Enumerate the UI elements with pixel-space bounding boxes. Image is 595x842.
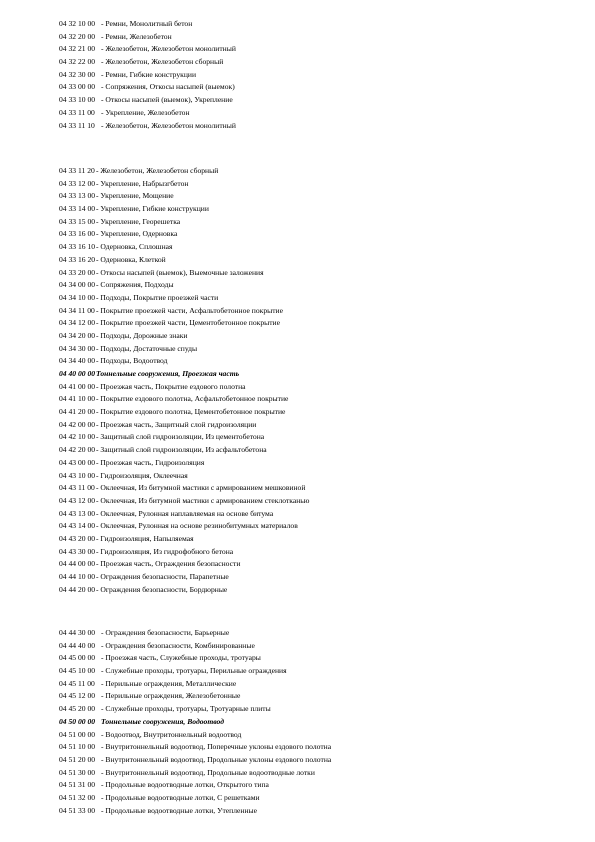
- item-description: - Служебные проходы, тротуары, Тротуарные плиты: [101, 704, 271, 714]
- item-description: - Подходы, Дорожные знаки: [96, 330, 188, 340]
- classification-code: 04 41 10 00: [59, 394, 96, 404]
- classification-code: 04 34 12 00: [59, 318, 96, 328]
- item-description: - Покрытие проезжей части, Асфальтобетонное покрытие: [96, 305, 283, 315]
- list-item: [0, 107, 595, 120]
- classification-code: 04 43 12 00: [59, 495, 96, 505]
- classification-code: 04 33 16 00: [59, 229, 96, 239]
- item-description: - Сопряжения, Откосы насыпей (выемок): [101, 82, 235, 92]
- list-item: [0, 120, 595, 133]
- item-description: - Защитный слой гидроизоляции, Из асфальтобетона: [96, 445, 267, 455]
- classification-code: 04 33 13 00: [59, 191, 96, 201]
- item-description: - Перильные ограждения, Металлические: [101, 678, 237, 688]
- item-description: - Железобетон, Железобетон монолитный: [101, 44, 236, 54]
- classification-code: 04 42 20 00: [59, 445, 96, 455]
- item-description: - Откосы насыпей (выемок), Выемочные заложения: [96, 267, 264, 277]
- list-item: [0, 94, 595, 107]
- list-item: [0, 228, 595, 241]
- item-description: - Проезжая часть, Служебные проходы, тротуары: [101, 653, 261, 663]
- list-item: [0, 330, 595, 343]
- list-item: [0, 520, 595, 533]
- list-item: [0, 457, 595, 470]
- classification-code: 04 51 32 00: [59, 792, 96, 802]
- list-item: [0, 241, 595, 254]
- classification-code: 04 51 20 00: [59, 754, 96, 764]
- classification-code: 04 41 20 00: [59, 407, 96, 417]
- classification-code: 04 43 11 00: [59, 483, 95, 493]
- list-item: [0, 690, 595, 703]
- classification-code: 04 41 00 00: [59, 381, 96, 391]
- item-description: - Укрепление, Георешетка: [96, 216, 181, 226]
- list-item: [0, 406, 595, 419]
- classification-code: 04 44 10 00: [59, 572, 96, 581]
- list-item: [0, 444, 595, 457]
- classification-code: 04 44 00 00: [59, 559, 96, 569]
- item-description: - Подходы, Достаточные спуды: [96, 343, 198, 353]
- item-description: - Проезжая часть, Ограждения безопасности: [96, 559, 241, 569]
- item-description: - Служебные проходы, тротуары, Перильные ограждения: [101, 666, 287, 676]
- classification-code: 04 32 21 00: [59, 44, 96, 54]
- list-item: [0, 431, 595, 444]
- item-description: - Проезжая часть, Покрытие ездового полотна: [96, 381, 246, 391]
- item-description: - Подходы, Покрытие проезжей части: [96, 292, 219, 302]
- classification-code: 04 44 20 00: [59, 584, 96, 594]
- classification-code: 04 33 11 10: [59, 120, 95, 130]
- item-description: - Железобетон, Железобетон монолитный: [101, 120, 236, 130]
- classification-code: 04 43 13 00: [59, 508, 96, 518]
- item-description: - Укрепление, Одерновка: [96, 229, 178, 239]
- classification-code: 04 34 10 00: [59, 292, 96, 302]
- classification-code: 04 33 16 10: [59, 242, 96, 252]
- list-item: [0, 254, 595, 267]
- classification-code: 04 44 30 00: [59, 628, 96, 637]
- list-item: [0, 627, 595, 640]
- list-item: [0, 805, 595, 818]
- item-description: - Укрепление, Мощение: [96, 191, 174, 201]
- list-item: [0, 69, 595, 82]
- item-description: - Покрытие ездового полотна, Асфальтобетонное покрытие: [96, 394, 289, 404]
- item-description: - Одерновка, Клеткой: [96, 254, 166, 264]
- item-description: - Ограждения безопасности, Бордюрные: [96, 584, 228, 594]
- list-item: [0, 292, 595, 305]
- classification-code: 04 42 00 00: [59, 419, 96, 429]
- item-description: - Ограждения безопасности, Парапетные: [96, 572, 229, 581]
- classification-code: 04 45 00 00: [59, 653, 96, 663]
- item-description: - Покрытие проезжей части, Цементобетонное покрытие: [96, 318, 280, 328]
- classification-code: 04 51 10 00: [59, 742, 96, 752]
- list-item: [0, 767, 595, 780]
- code-list-block-3: [0, 627, 595, 817]
- code-list-block-1: [0, 18, 595, 132]
- list-item: [0, 779, 595, 792]
- classification-code: 04 51 33 00: [59, 805, 96, 815]
- item-description: - Продольные водоотводные лотки, Открытого типа: [101, 780, 269, 790]
- item-description: - Перильные ограждения, Железобетонные: [101, 691, 241, 701]
- classification-code: 04 34 00 00: [59, 280, 96, 290]
- list-item: [0, 18, 595, 31]
- list-item: [0, 419, 595, 432]
- classification-code: 04 33 12 00: [59, 178, 96, 188]
- classification-code: 04 33 10 00: [59, 95, 96, 105]
- classification-code: 04 33 20 00: [59, 267, 96, 277]
- item-description: - Откосы насыпей (выемок), Укрепление: [101, 95, 233, 105]
- list-item: [0, 754, 595, 767]
- list-item: [0, 216, 595, 229]
- list-item: [0, 56, 595, 69]
- item-description: - Укрепление, Гибкие конструкции: [96, 204, 209, 214]
- classification-code: 04 45 11 00: [59, 678, 95, 688]
- list-item: [0, 741, 595, 754]
- list-item: [0, 355, 595, 368]
- item-description: - Оклеечная, Из битумной мастики с армированием стеклотканью: [96, 495, 310, 505]
- item-description: - Ограждения безопасности, Комбинированные: [101, 640, 255, 650]
- code-list-block-2: [0, 165, 595, 596]
- list-item: [0, 381, 595, 394]
- classification-code: 04 33 15 00: [59, 216, 96, 226]
- classification-code: 04 51 31 00: [59, 780, 96, 790]
- item-description: - Внутритоннельный водоотвод, Поперечные уклоны ездового полотна: [101, 742, 332, 752]
- list-item: [0, 31, 595, 44]
- item-description: - Сопряжения, Подходы: [96, 280, 174, 290]
- item-description: - Железобетон, Железобетон сборный: [96, 166, 219, 175]
- item-description: - Продольные водоотводные лотки, Утепленные: [101, 805, 257, 815]
- item-description: - Железобетон, Железобетон сборный: [101, 57, 224, 67]
- list-item: [0, 546, 595, 559]
- item-description: - Оклеечная, Рулонная на основе резинобитумных материалов: [96, 521, 298, 531]
- list-item: [0, 482, 595, 495]
- classification-code: 04 45 20 00: [59, 704, 96, 714]
- list-item: [0, 267, 595, 280]
- list-item: [0, 343, 595, 356]
- classification-code: 04 51 00 00: [59, 729, 96, 739]
- item-description: - Ремни, Гибкие конструкции: [101, 69, 197, 79]
- classification-code: 04 32 10 00: [59, 19, 96, 28]
- list-item: [0, 558, 595, 571]
- list-item: [0, 495, 595, 508]
- classification-code: 04 33 16 20: [59, 254, 96, 264]
- item-description: - Оклеечная, Из битумной мастики с армированием мешковиной: [96, 483, 306, 493]
- classification-code: 04 33 11 00: [59, 107, 95, 117]
- item-description: - Внутритоннельный водоотвод, Продольные водоотводные лотки: [101, 767, 315, 777]
- classification-code: 04 33 14 00: [59, 204, 96, 214]
- item-description: - Укрепление, Железобетон: [101, 107, 190, 117]
- classification-code: 04 34 40 00: [59, 356, 96, 366]
- classification-code: 04 34 11 00: [59, 305, 95, 315]
- item-description: - Ограждения безопасности, Барьерные: [101, 628, 230, 637]
- list-item: [0, 508, 595, 521]
- item-description: - Защитный слой гидроизоляции, Из цементобетона: [96, 432, 265, 442]
- list-item: [0, 305, 595, 318]
- item-description: - Гидроизоляция, Напыляемая: [96, 533, 194, 543]
- item-description: - Водоотвод, Внутритоннельный водоотвод: [101, 729, 242, 739]
- classification-code: 04 34 20 00: [59, 330, 96, 340]
- list-item: [0, 533, 595, 546]
- classification-code: 04 32 22 00: [59, 57, 96, 67]
- section-heading-row: [0, 368, 595, 381]
- classification-code: 04 43 30 00: [59, 546, 96, 556]
- classification-code: 04 50 00 00: [59, 716, 96, 726]
- classification-code: 04 43 00 00: [59, 457, 96, 467]
- classification-code: 04 43 10 00: [59, 470, 96, 480]
- list-item: [0, 470, 595, 483]
- item-description: - Гидроизоляция, Оклеечная: [96, 470, 188, 480]
- list-item: [0, 203, 595, 216]
- classification-code: 04 51 30 00: [59, 767, 96, 777]
- list-item: [0, 665, 595, 678]
- list-item: [0, 165, 595, 178]
- list-item: [0, 190, 595, 203]
- classification-code: 04 43 20 00: [59, 533, 96, 543]
- classification-code: 04 45 12 00: [59, 691, 96, 701]
- section-heading-row: [0, 716, 595, 729]
- list-item: [0, 178, 595, 191]
- list-item: [0, 81, 595, 94]
- list-item: [0, 393, 595, 406]
- item-description: - Проезжая часть, Гидроизоляция: [96, 457, 205, 467]
- list-item: [0, 317, 595, 330]
- list-item: [0, 703, 595, 716]
- classification-code: 04 44 40 00: [59, 640, 96, 650]
- item-description: - Продольные водоотводные лотки, С решетками: [101, 792, 260, 802]
- item-description: - Ремни, Монолитный бетон: [101, 19, 193, 28]
- classification-code: 04 45 10 00: [59, 666, 96, 676]
- section-heading-text: Тоннельные сооружения, Водоотвод: [101, 716, 224, 726]
- item-description: - Гидроизоляция, Из гидрофобного бетона: [96, 546, 234, 556]
- item-description: - Внутритоннельный водоотвод, Продольные уклоны ездового полотна: [101, 754, 332, 764]
- classification-code: 04 43 14 00: [59, 521, 96, 531]
- list-item: [0, 729, 595, 742]
- item-description: - Одерновка, Сплошная: [96, 242, 173, 252]
- list-item: [0, 279, 595, 292]
- classification-code: 04 34 30 00: [59, 343, 96, 353]
- list-item: [0, 792, 595, 805]
- item-description: - Покрытие ездового полотна, Цементобетонное покрытие: [96, 407, 286, 417]
- list-item: [0, 652, 595, 665]
- section-heading-text: Тоннельные сооружения, Проезжая часть: [96, 369, 240, 378]
- item-description: - Подходы, Водоотвод: [96, 356, 168, 366]
- classification-code: 04 40 00 00: [59, 369, 96, 378]
- classification-code: 04 32 30 00: [59, 69, 96, 79]
- item-description: - Ремни, Железобетон: [101, 31, 172, 41]
- list-item: [0, 571, 595, 584]
- classification-code: 04 32 20 00: [59, 31, 96, 41]
- item-description: - Укрепление, Набрызгбетон: [96, 178, 189, 188]
- list-item: [0, 678, 595, 691]
- list-item: [0, 584, 595, 597]
- item-description: - Оклеечная, Рулонная наплавляемая на основе битума: [96, 508, 274, 518]
- classification-code: 04 42 10 00: [59, 432, 96, 442]
- classification-code: 04 33 00 00: [59, 82, 96, 92]
- list-item: [0, 43, 595, 56]
- list-item: [0, 640, 595, 653]
- classification-code: 04 33 11 20: [59, 166, 95, 175]
- item-description: - Проезжая часть, Защитный слой гидроизоляции: [96, 419, 257, 429]
